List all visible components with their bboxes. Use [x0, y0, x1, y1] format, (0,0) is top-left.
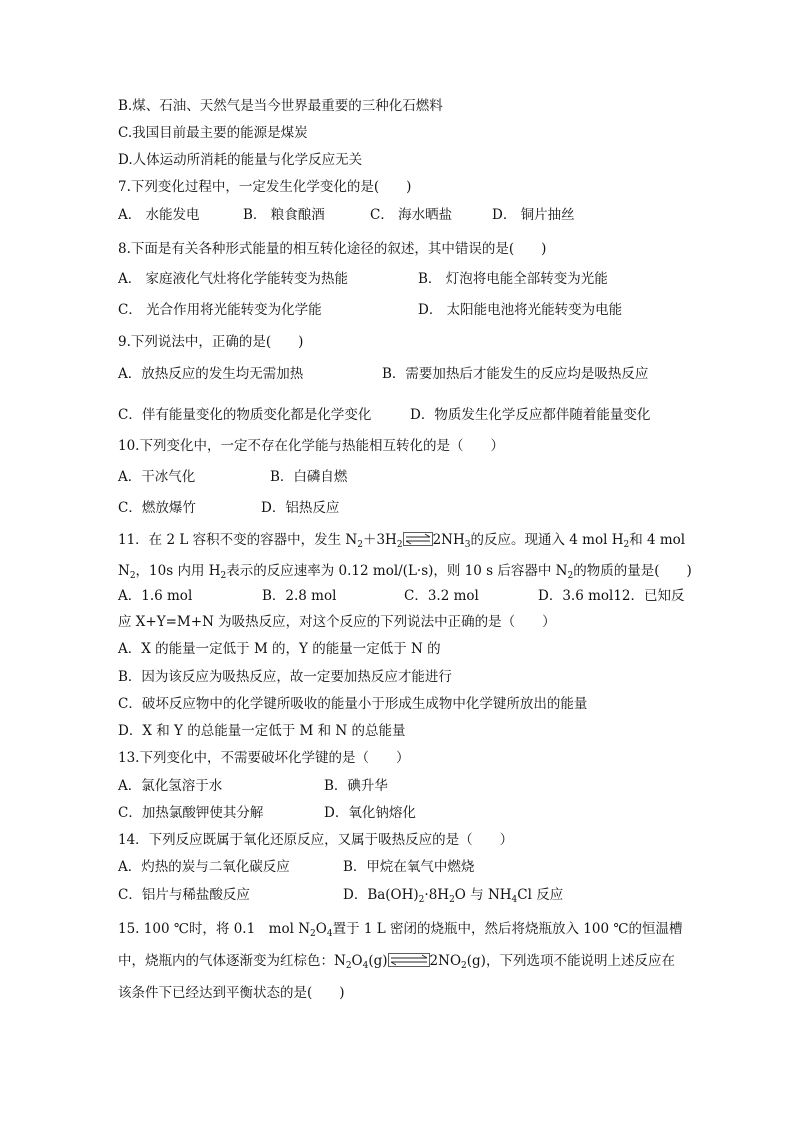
q14-option-d: D．$Ba(OH)_2\cdot 8H_2O$ 与 $NH_4Cl$ 反应 — [343, 887, 564, 905]
q14-option-b: B．甲烷在氧气中燃烧 — [343, 859, 475, 875]
q11-option-c: C．3.2 mol — [404, 588, 479, 604]
q10-option-a: A．干冰气化 — [118, 469, 196, 485]
q9-stem: 9.下列说法中，正确的是( ) — [118, 334, 304, 350]
q15-stem-line2: 中，烧瓶内的气体逐渐变为红棕色：$N_2O_4(g)$ $2NO_2(g)$，下列选项不能说明上述反应在 — [118, 953, 675, 971]
q12-stem: 应 X+Y=M+N 为吸热反应，对这个反应的下列说法中正确的是（ ） — [118, 614, 556, 630]
q12-option-c: C．破坏反应物中的化学键所吸收的能量小于形成生成物中化学键所放出的能量 — [118, 696, 588, 712]
q13-option-c: C．加热氯酸钾使其分解 — [118, 805, 264, 821]
q15-stem-line3: 该条件下已经达到平衡状态的是( ) — [118, 985, 345, 1001]
q11-option-d: D．3.6 mol12．已知反 — [538, 588, 685, 604]
equilibrium-arrow-icon — [403, 532, 433, 546]
q11-stem-line2: $N_2$，10s 内用 $H_2$表示的反应速率为 0.12 mol/(L·s)，则 10 s 后容器中 $N_2$的物质的量是( ) — [118, 563, 692, 581]
q7-option-b: B． 粮食酿酒 — [243, 207, 325, 223]
q12-option-a: A．X 的能量一定低于 M 的，Y 的能量一定低于 N 的 — [118, 641, 441, 657]
q8-option-a: A． 家庭液化气灶将化学能转变为热能 — [118, 271, 349, 287]
q13-option-d: D．氧化钠熔化 — [324, 805, 416, 821]
q14-option-c: C．铝片与稀盐酸反应 — [118, 887, 250, 903]
q8-stem: 8.下面是有关各种形式能量的相互转化途径的叙述，其中错误的是( ) — [118, 241, 547, 257]
q13-stem: 13.下列变化中，不需要破坏化学键的是（ ） — [118, 750, 410, 766]
q11-option-a: A．1.6 mol — [118, 588, 193, 604]
q8-option-d: D． 太阳能电池将光能转变为电能 — [418, 302, 623, 318]
q9-option-a: A．放热反应的发生均无需加热 — [118, 366, 304, 382]
q7-option-d: D． 铜片抽丝 — [492, 207, 575, 223]
q13-option-b: B．碘升华 — [324, 778, 388, 794]
q15-stem-line1: 15. 100 ℃时，将 0.1 mol $N_2O_4$置于 1 L 密闭的烧瓶中，然后将烧瓶放入 100 ℃的恒温槽 — [118, 921, 683, 939]
q14-option-a: A．灼热的炭与二氧化碳反应 — [118, 859, 290, 875]
q10-option-d: D．铝热反应 — [261, 500, 340, 516]
q12-option-d: D．X 和 Y 的总能量一定低于 M 和 N 的总能量 — [118, 723, 406, 739]
q8-option-c: C． 光合作用将光能转变为化学能 — [118, 302, 322, 318]
q6-option-b: B.煤、石油、天然气是当今世界最重要的三种化石燃料 — [118, 98, 443, 114]
q11-option-b: B．2.8 mol — [262, 588, 337, 604]
q7-option-a: A． 水能发电 — [118, 207, 200, 223]
q7-stem: 7.下列变化过程中，一定发生化学变化的是( ) — [118, 179, 412, 195]
q11-stem-line1: 11．在 2 L 容积不变的容器中，发生 $N_2+3H_2$ $2NH_3$的反应。现通入 4 mol $H_2$和 4 mol — [118, 532, 686, 550]
q6-option-c: C.我国目前最主要的能源是煤炭 — [118, 125, 308, 141]
q13-option-a: A．氯化氢溶于水 — [118, 778, 223, 794]
q14-stem: 14．下列反应既属于氧化还原反应，又属于吸热反应的是（ ） — [118, 832, 514, 848]
q9-option-d: D．物质发生化学反应都伴随着能量变化 — [410, 407, 651, 423]
q10-option-b: B．白磷自燃 — [270, 469, 348, 485]
q9-option-c: C．伴有能量变化的物质变化都是化学变化 — [118, 407, 372, 423]
q6-option-d: D.人体运动所消耗的能量与化学反应无关 — [118, 152, 363, 168]
q7-option-c: C． 海水晒盐 — [370, 207, 453, 223]
equilibrium-arrow-icon — [388, 953, 430, 967]
q10-option-c: C．燃放爆竹 — [118, 500, 196, 516]
q12-option-b: B．因为该反应为吸热反应，故一定要加热反应才能进行 — [118, 669, 452, 685]
q9-option-b: B．需要加热后才能发生的反应均是吸热反应 — [382, 366, 649, 382]
q10-stem: 10.下列变化中，一定不存在化学能与热能相互转化的是（ ） — [118, 438, 504, 454]
q8-option-b: B． 灯泡将电能全部转变为光能 — [418, 271, 608, 287]
